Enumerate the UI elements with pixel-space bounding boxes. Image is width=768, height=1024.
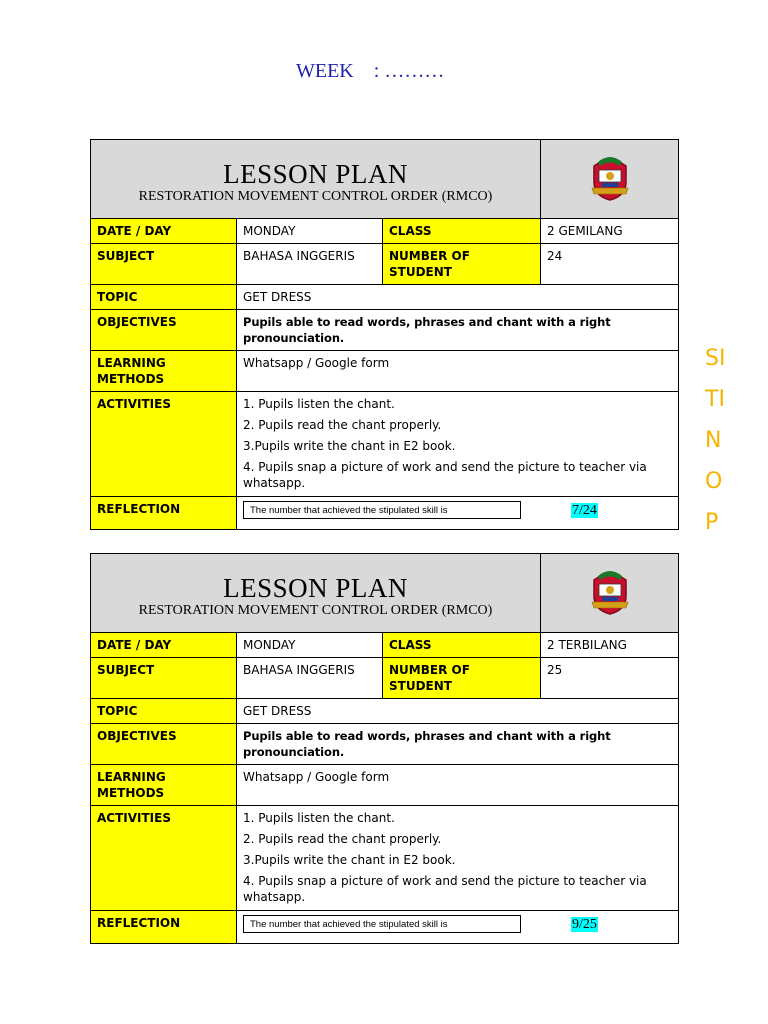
class-label: CLASS [383, 219, 541, 244]
reflection-value [237, 911, 679, 944]
lesson-plan-subtitle: RESTORATION MOVEMENT CONTROL ORDER (RMCO) [138, 603, 493, 618]
subject-value: BAHASA INGGERIS [237, 658, 383, 699]
school-crest-icon [588, 566, 632, 616]
reflection-value [237, 497, 679, 530]
objectives-value: Pupils able to read words, phrases and chant with a right pronounciation. [237, 724, 679, 765]
reflection-score: 9/25 [572, 916, 597, 932]
lesson-plan-subtitle: RESTORATION MOVEMENT CONTROL ORDER (RMCO) [138, 189, 493, 204]
side-text-line: N [705, 428, 722, 453]
lesson-plan-header [91, 140, 541, 219]
objectives-label: OBJECTIVES [91, 310, 237, 351]
activity-item: 1. Pupils listen the chant. [243, 811, 395, 825]
subject-value: BAHASA INGGERIS [237, 244, 383, 285]
activity-item: 3.Pupils write the chant in E2 book. [243, 439, 456, 453]
week-separator: : [373, 60, 380, 82]
week-value: ……… [384, 60, 445, 82]
date-day-value: MONDAY [237, 633, 383, 658]
activity-item: 1. Pupils listen the chant. [243, 397, 395, 411]
side-text-line: P [705, 510, 719, 535]
topic-label: TOPIC [91, 699, 237, 724]
school-crest-icon [588, 152, 632, 202]
side-text-line: SI [705, 346, 726, 371]
date-day-value: MONDAY [237, 219, 383, 244]
date-day-label: DATE / DAY [91, 633, 237, 658]
lesson-plan-table [90, 139, 679, 530]
num-students-label: NUMBER OF STUDENT [383, 658, 541, 699]
lesson-plan-header [91, 554, 541, 633]
objectives-label: OBJECTIVES [91, 724, 237, 765]
activities-label: ACTIVITIES [91, 392, 237, 497]
school-crest-cell [541, 140, 679, 219]
activity-item: 3.Pupils write the chant in E2 book. [243, 853, 456, 867]
activity-item: 2. Pupils read the chant properly. [243, 418, 442, 432]
num-students-label: NUMBER OF STUDENT [383, 244, 541, 285]
learning-methods-label: LEARNING METHODS [91, 351, 237, 392]
learning-methods-label: LEARNING METHODS [91, 765, 237, 806]
week-heading [296, 60, 444, 83]
reflection-label: REFLECTION [91, 497, 237, 530]
activities-value [237, 806, 679, 911]
lesson-plan-table [90, 553, 679, 944]
objectives-value: Pupils able to read words, phrases and chant with a right pronounciation. [237, 310, 679, 351]
side-text-line: TI [705, 387, 725, 412]
num-students-value: 24 [541, 244, 679, 285]
date-day-label: DATE / DAY [91, 219, 237, 244]
reflection-text-box: The number that achieved the stipulated skill is [243, 915, 521, 933]
reflection-score: 7/24 [572, 502, 597, 518]
activities-label: ACTIVITIES [91, 806, 237, 911]
topic-value: GET DRESS [237, 699, 679, 724]
activity-item: 4. Pupils snap a picture of work and send the picture to teacher via whatsapp. [243, 874, 647, 904]
class-value: 2 TERBILANG [541, 633, 679, 658]
learning-methods-value: Whatsapp / Google form [237, 765, 679, 806]
topic-value: GET DRESS [237, 285, 679, 310]
side-text-line: O [705, 469, 723, 494]
school-crest-cell [541, 554, 679, 633]
week-label: WEEK [296, 60, 354, 82]
side-vertical-text [705, 338, 735, 535]
activities-value [237, 392, 679, 497]
num-students-value: 25 [541, 658, 679, 699]
subject-label: SUBJECT [91, 658, 237, 699]
lesson-plan-title: LESSON PLAN [223, 573, 408, 603]
class-label: CLASS [383, 633, 541, 658]
subject-label: SUBJECT [91, 244, 237, 285]
class-value: 2 GEMILANG [541, 219, 679, 244]
topic-label: TOPIC [91, 285, 237, 310]
reflection-label: REFLECTION [91, 911, 237, 944]
activity-item: 2. Pupils read the chant properly. [243, 832, 442, 846]
learning-methods-value: Whatsapp / Google form [237, 351, 679, 392]
reflection-text-box: The number that achieved the stipulated skill is [243, 501, 521, 519]
activity-item: 4. Pupils snap a picture of work and send the picture to teacher via whatsapp. [243, 460, 647, 490]
lesson-plan-title: LESSON PLAN [223, 159, 408, 189]
